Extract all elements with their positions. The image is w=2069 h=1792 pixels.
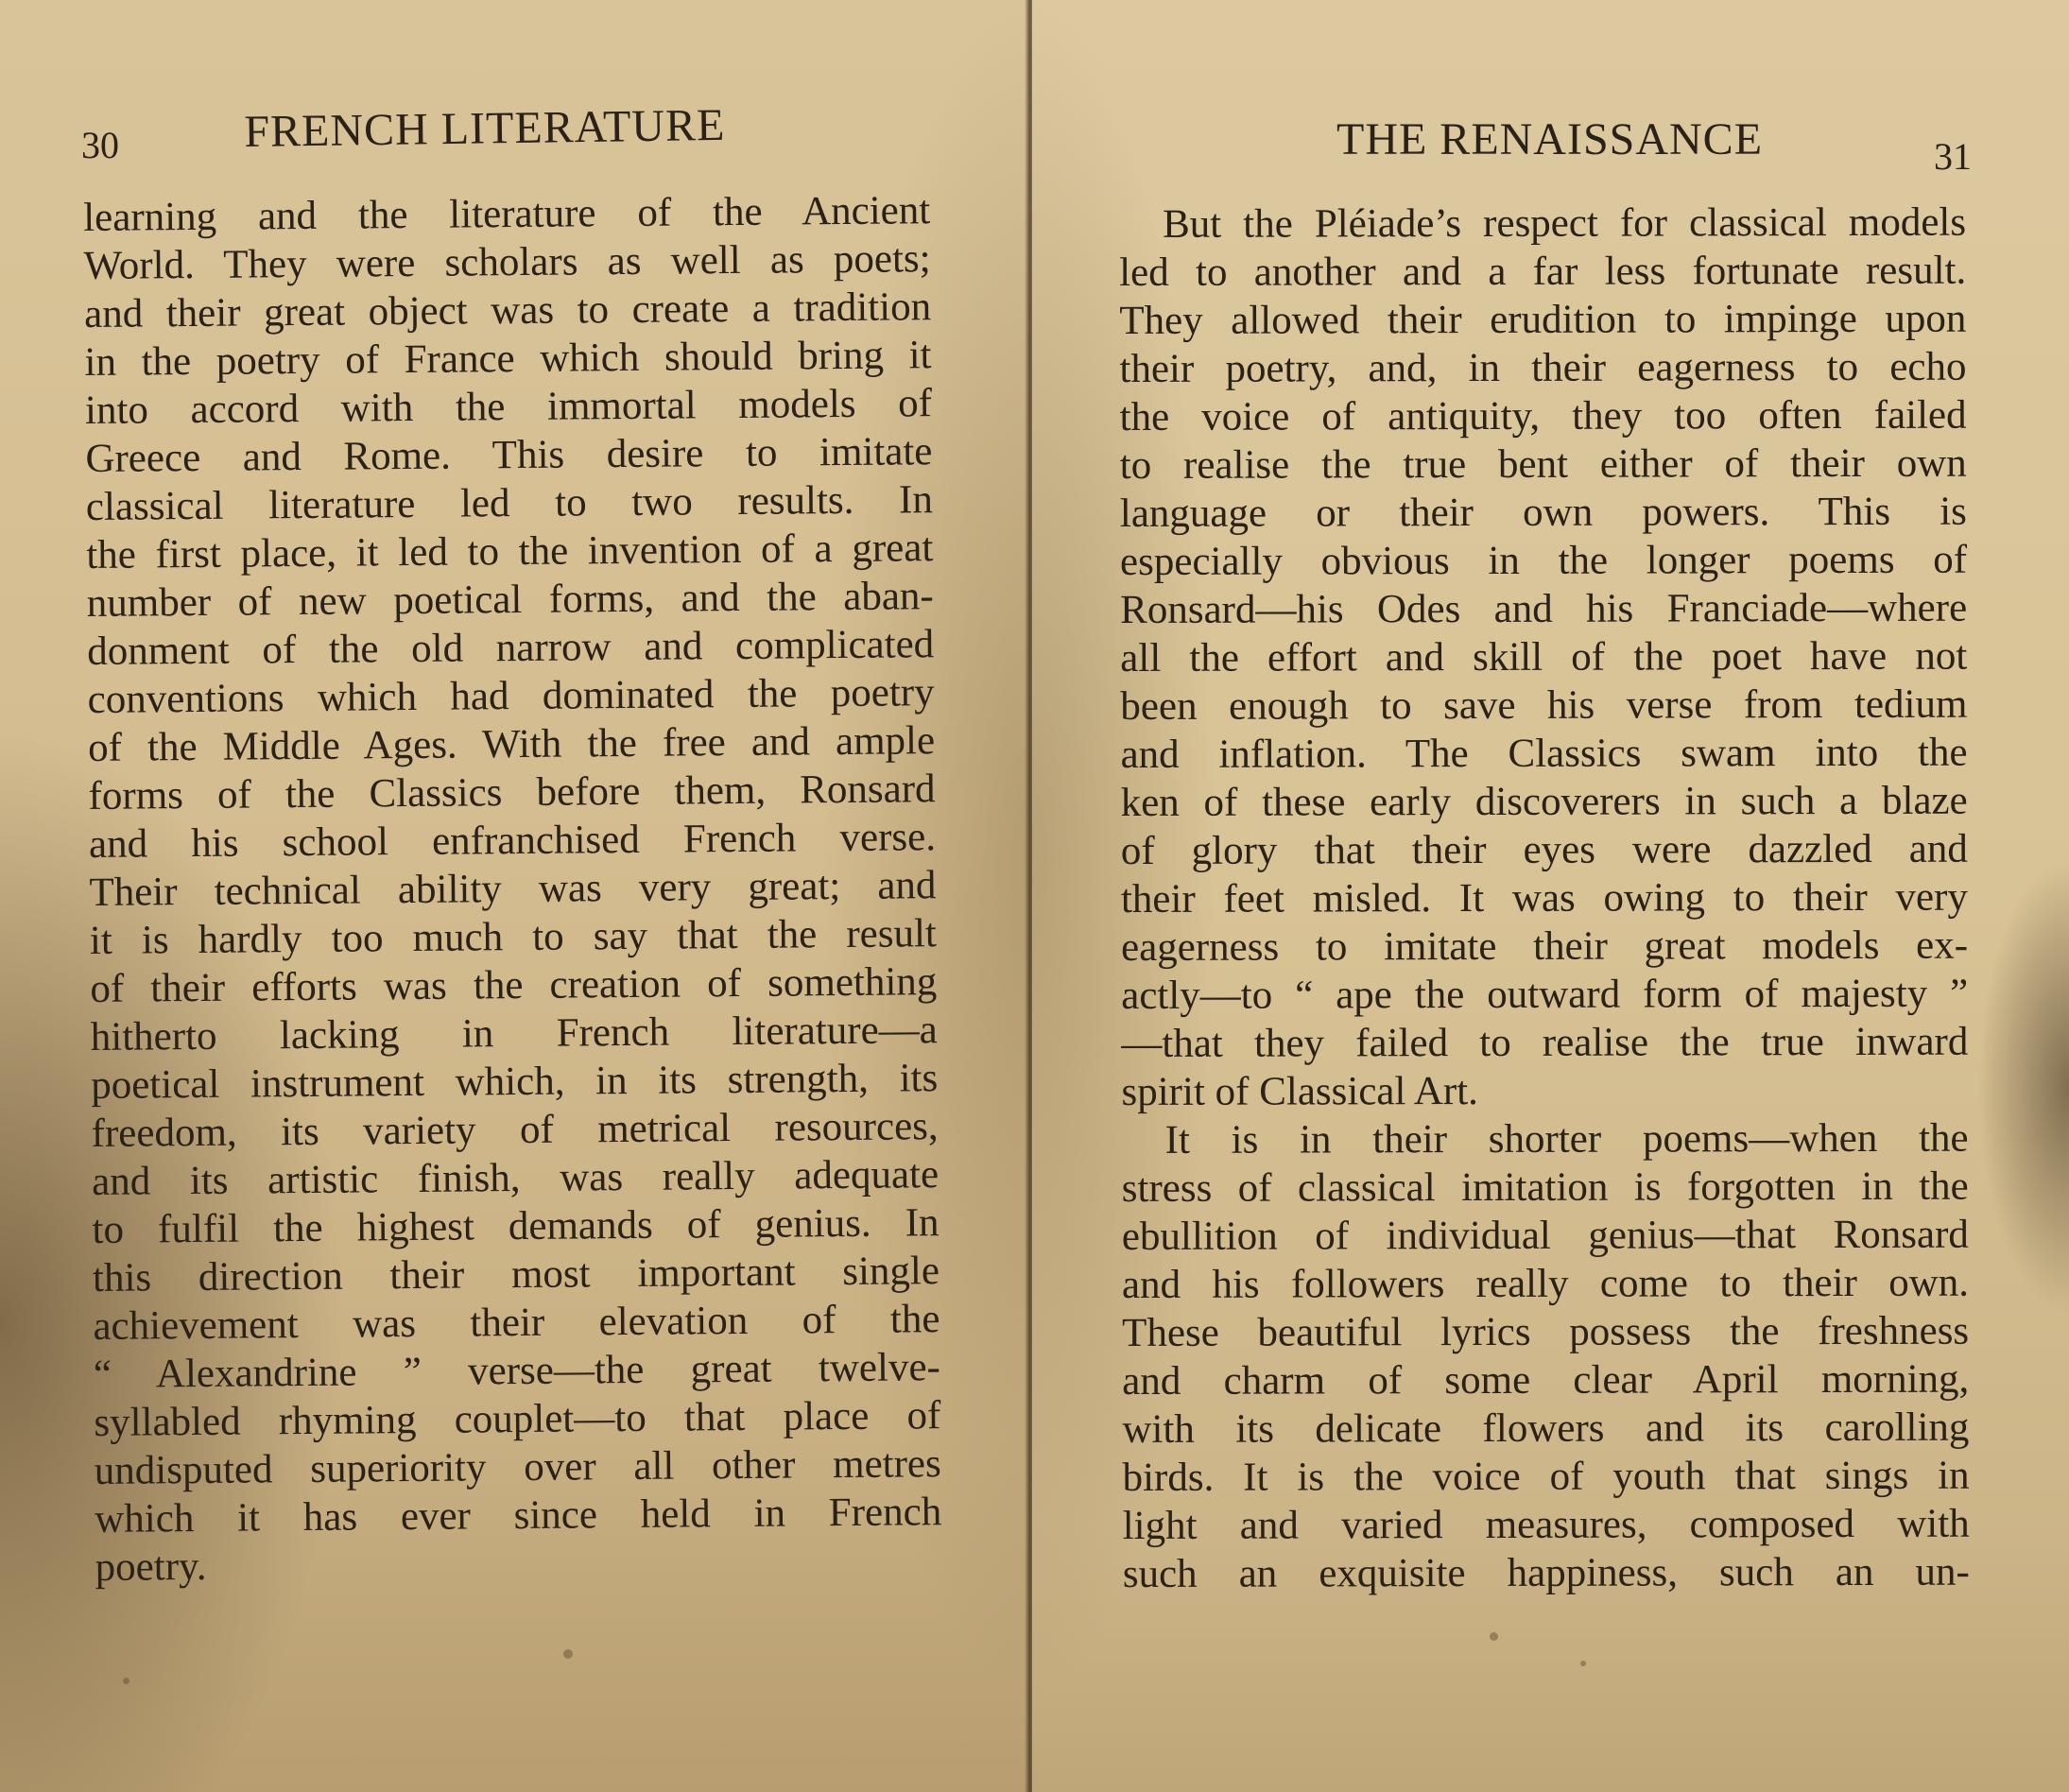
left-page-text (83, 186, 942, 1592)
text-line: forms of the Classics before them, Ronsard (88, 767, 936, 818)
text-line: which it has ever since held in French (95, 1490, 942, 1542)
paper-speck (563, 1649, 573, 1659)
text-line: learning and the literature of the Ancient (83, 188, 931, 240)
text-line: poetry. (95, 1543, 207, 1590)
text-line: been enough to save his verse from tedium (1120, 681, 1968, 729)
text-line: of the Middle Ages. With the free and ample (87, 718, 936, 770)
text-line: into accord with the immortal models of (84, 381, 933, 433)
text-line: These beautiful lyrics possess the freshness (1122, 1308, 1970, 1355)
text-line: the first place, it led to the invention of a great (86, 526, 934, 577)
text-line: ebullition of individual genius—that Ronsard (1121, 1212, 1969, 1259)
paper-speck (1580, 1661, 1586, 1666)
left-page (0, 0, 1032, 1792)
paper-speck (1490, 1632, 1498, 1641)
right-page (1032, 0, 2069, 1792)
text-line: Their technical ability was very great; and (89, 863, 937, 915)
text-fragment: But the Pléiade’s respect for classical models (1163, 199, 1967, 247)
text-line: such an exquisite happiness, such an un- (1122, 1549, 1970, 1596)
text-line (1119, 198, 1966, 249)
text-line: the voice of antiquity, they too often failed (1119, 392, 1967, 439)
text-line: in the poetry of France which should bring it (84, 333, 932, 385)
text-line: and his followers really come to their own. (1121, 1260, 1970, 1307)
text-line: World. They were scholars as well as poets; (83, 236, 931, 288)
text-line: led to another and a far less fortunate result. (1119, 248, 1967, 295)
running-head-left: FRENCH LITERATURE (244, 99, 726, 157)
text-line: It is in their shorter poems—when the (1164, 1115, 1969, 1163)
text-line: eagerness to imitate their great models ex- (1121, 922, 1969, 970)
text-line: Ronsard—his Odes and his Franciade—where (1120, 585, 1968, 632)
text-line: They allowed their erudition to impinge upon (1119, 296, 1967, 343)
text-line: to realise the true bent either of their own (1119, 440, 1967, 488)
page-number-left: 30 (81, 124, 119, 166)
text-line: freedom, its variety of metrical resources, (91, 1104, 939, 1156)
text-line: their feet misled. It was owing to their very (1120, 874, 1968, 922)
text-line: and his school enfranchised French verse. (88, 815, 937, 867)
text-line: their poetry, and, in their eagerness to echo (1119, 344, 1967, 391)
text-line: syllabled rhyming couplet—to that place of (94, 1393, 941, 1445)
text-line: birds. It is the voice of youth that sings in (1122, 1453, 1970, 1500)
text-line: of glory that their eyes were dazzled and (1120, 826, 1968, 873)
text-line: spirit of Classical Art. (1121, 1069, 1478, 1114)
text-line: Greece and Rome. This desire to imitate (85, 429, 933, 481)
text-line: poetical instrument which, in its strength, its (91, 1056, 939, 1108)
text-line: with its delicate flowers and its carolling (1122, 1404, 1970, 1452)
text-line: achievement was their elevation of the (93, 1297, 940, 1349)
text-line: number of new poetical forms, and the aban- (86, 574, 934, 626)
text-line: to fulfil the highest demands of genius. In (92, 1200, 940, 1252)
text-line: and their great object was to create a tradition (83, 284, 932, 336)
text-line: especially obvious in the longer poems of (1119, 537, 1968, 584)
page-number-right: 31 (1934, 135, 1972, 178)
text-line: all the effort and skill of the poet have not (1120, 633, 1968, 681)
text-line: ken of these early discoverers in such a blaze (1120, 778, 1968, 825)
text-line: light and varied measures, composed with (1122, 1501, 1970, 1548)
text-line: —that they failed to realise the true inward (1121, 1019, 1969, 1066)
paper-speck (123, 1678, 129, 1684)
text-line: and its artistic finish, was really adequate (91, 1152, 940, 1204)
text-line: “ Alexandrine ” verse—the great twelve- (93, 1345, 941, 1397)
text-line: classical literature led to two results. In (85, 477, 934, 529)
text-line: language or their own powers. This is (1119, 489, 1967, 536)
text-line: and charm of some clear April morning, (1122, 1356, 1970, 1404)
text-line: conventions which had dominated the poetry (87, 670, 935, 722)
text-line: donment of the old narrow and complicated (87, 622, 935, 674)
text-line: actly—to “ ape the outward form of majesty ” (1121, 971, 1969, 1018)
text-line: of their efforts was the creation of something (90, 959, 938, 1011)
right-page-text (1119, 198, 1970, 1598)
text-line: hitherto lacking in French literature—a (90, 1008, 938, 1060)
text-line: this direction their most important single (92, 1249, 940, 1301)
text-line: and inflation. The Classics swam into the (1120, 730, 1968, 777)
running-head-right: THE RENAISSANCE (1336, 114, 1764, 164)
text-line: stress of classical imitation is forgotten in the (1121, 1163, 1969, 1211)
text-line: undisputed superiority over all other metres (94, 1441, 941, 1493)
text-line: it is hardly too much to say that the result (89, 911, 938, 963)
